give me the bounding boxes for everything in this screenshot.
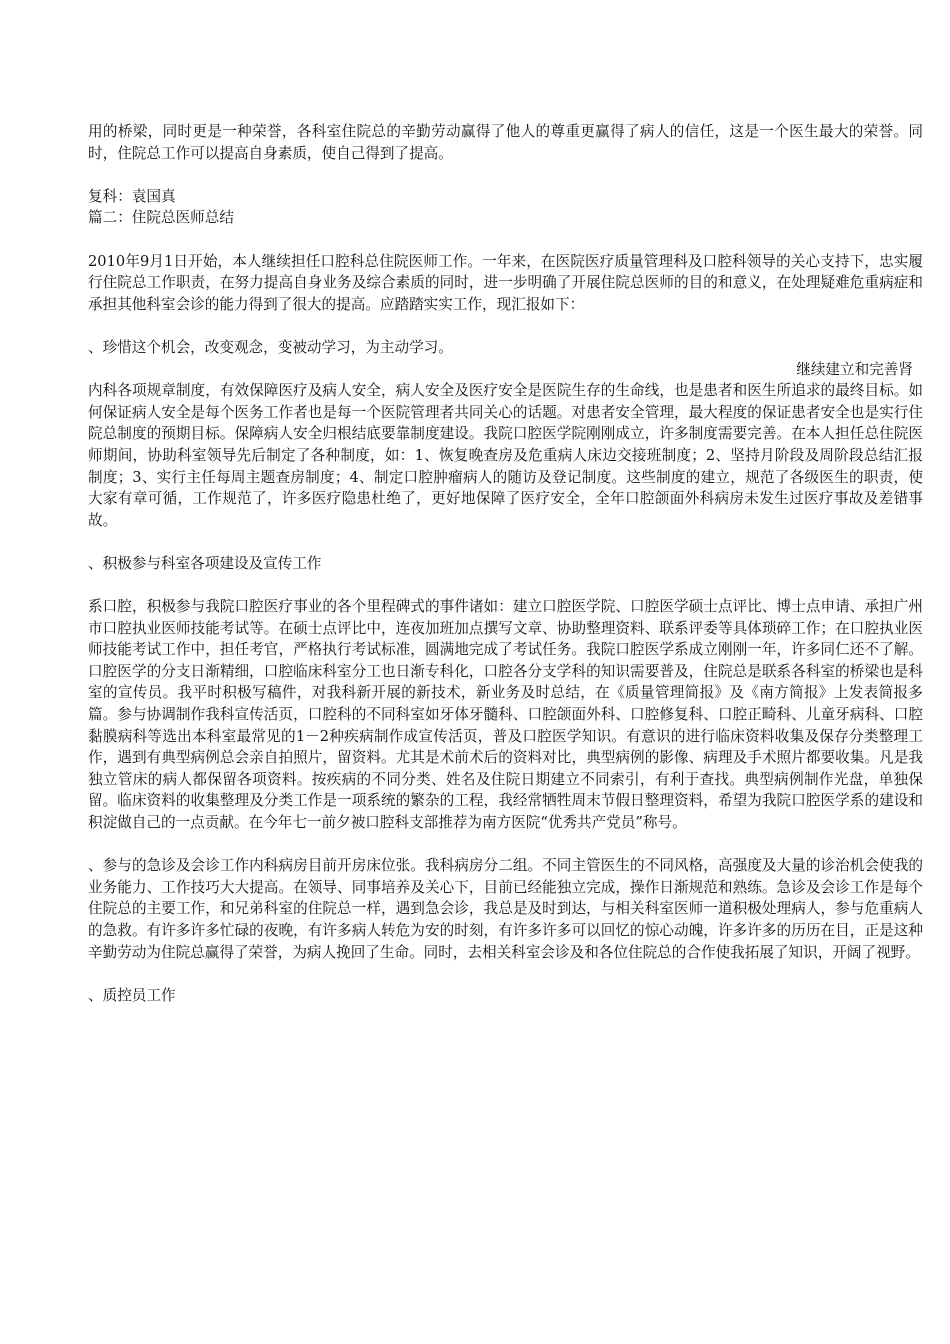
emergency-paragraph: 、参与的急诊及会诊工作内科病房目前开房床位张。我科病房分二组。不同主管医生的不同风格，高强度及大量的诊治机会使我的业务能力、工作技巧大大提高。在领导、同事培养及关心下，目前已经能独立完成，操作日渐规范和熟练。急诊及会诊工作是每个住院总的主要工作，和兄弟科室的住院总一样，遇到急会诊，我总是及时到达，与相关科室医师一道积极处理病人，参与危重病人的急救。有许多许多忙碌的夜晚，有许多病人转危为安的时刻，有许多许多可以回忆的惊心动魄，许多许多的历历在目，正是这种辛勤劳动为住院总赢得了荣誉，为病人挽回了生命。同时，去相关科室会诊及和各位住院总的合作使我拓展了知识，开阔了视野。 [88, 857, 923, 961]
construction-paragraph: 系口腔，积极参与我院口腔医疗事业的各个里程碑式的事件诸如：建立口腔医学院、口腔医学硕士点评比、博士点申请、承担广州市口腔执业医师技能考试等。在硕士点评比中，连夜加班加点撰写文章、协助整理资料、联系评委等具体琐碎工作；在口腔执业医师技能考试工作中，担任考官，严格执行考试标准，圆满地完成了考试任务。我院口腔医学系成立刚刚一年，许多同仁还不了解。口腔医学的分支日渐精细，口腔临床科室分工也日渐专科化，口腔各分支学科的知识需要普及，住院总是联系各科室的桥梁也是科室的宣传员。我平时积极写稿件，对我科新开展的新技术，新业务及时总结，在《质量管理简报》及《南方简报》上发表简报多篇。参与协调制作我科宣传活页，口腔科的不同科室如牙体牙髓科、口腔颌面外科、口腔修复科、口腔正畸科、儿童牙病科、口腔黏膜病科等选出本科室最常见的1－2种疾病制作成宣传活页，普及口腔医学知识。有意识的进行临床资料收集及保存分类整理工作，遇到有典型病例总会亲自拍照片，留资料。尤其是术前术后的资料对比，典型病例的影像、病理及手术照片都要收集。凡是我独立管床的病人都保留各项资料。按疾病的不同分类、姓名及住院日期建立不同索引，有利于查找。典型病例制作光盘，单独保留。临床资料的收集整理及分类工作是一项系统的繁杂的工程，我经常牺牲周末节假日整理资料，希望为我院口腔医学系的建设和积淀做自己的一点贡献。在今年七一前夕被口腔科支部推荐为南方医院“优秀共产党员”称号。 [88, 598, 923, 831]
right-aligned-fragment: 继续建立和完善肾 [796, 360, 913, 378]
section-heading-2: 、积极参与科室各项建设及宣传工作 [88, 554, 322, 572]
opening-paragraph: 2010年9月1日开始，本人继续担任口腔科总住院医师工作。一年来，在医院医疗质量管理科及口腔科领导的关心支持下，忠实履行住院总工作职责，在努力提高自身业务及综合素质的同时，进一步明确了开展住院总医师的目的和意义，在处理疑难危重病症和承担其他科室会诊的能力得到了很大的提高。应踏踏实实工作，现汇报如下： [88, 252, 923, 313]
reviewer-line: 复科：袁国真 [88, 187, 176, 205]
intro-paragraph: 用的桥梁，同时更是一种荣誉，各科室住院总的辛勤劳动赢得了他人的尊重更赢得了病人的信任，这是一个医生最大的荣誉。同时，住院总工作可以提高自身素质，使自己得到了提高。 [88, 123, 923, 162]
section-heading-3: 、质控员工作 [88, 986, 176, 1004]
rules-paragraph: 内科各项规章制度，有效保障医疗及病人安全，病人安全及医疗安全是医院生存的生命线，也是患者和医生所追求的最终目标。如何保证病人安全是每个医务工作者也是每一个医院管理者共同关心的话题。对患者安全管理，最大程度的保证患者安全也是实行住院总制度的预期目标。保障病人安全归根结底要靠制度建设。我院口腔医学院刚刚成立，许多制度需要完善。在本人担任总住院医师期间，协助科室领导先后制定了各种制度，如：1、恢复晚查房及危重病人床边交接班制度；2、坚持月阶段及周阶段总结汇报制度；3、实行主任每周主题查房制度；4、制定口腔肿瘤病人的随访及登记制度。这些制度的建立，规范了各级医生的职责，使大家有章可循，工作规范了，许多医疗隐患杜绝了，更好地保障了医疗安全，全年口腔颌面外科病房未发生过医疗事故及差错事故。 [88, 382, 923, 529]
document-page [88, 121, 923, 1006]
section-heading-1: 、珍惜这个机会，改变观念，变被动学习，为主动学习。 [88, 338, 453, 356]
part-title: 篇二：住院总医师总结 [88, 209, 234, 227]
